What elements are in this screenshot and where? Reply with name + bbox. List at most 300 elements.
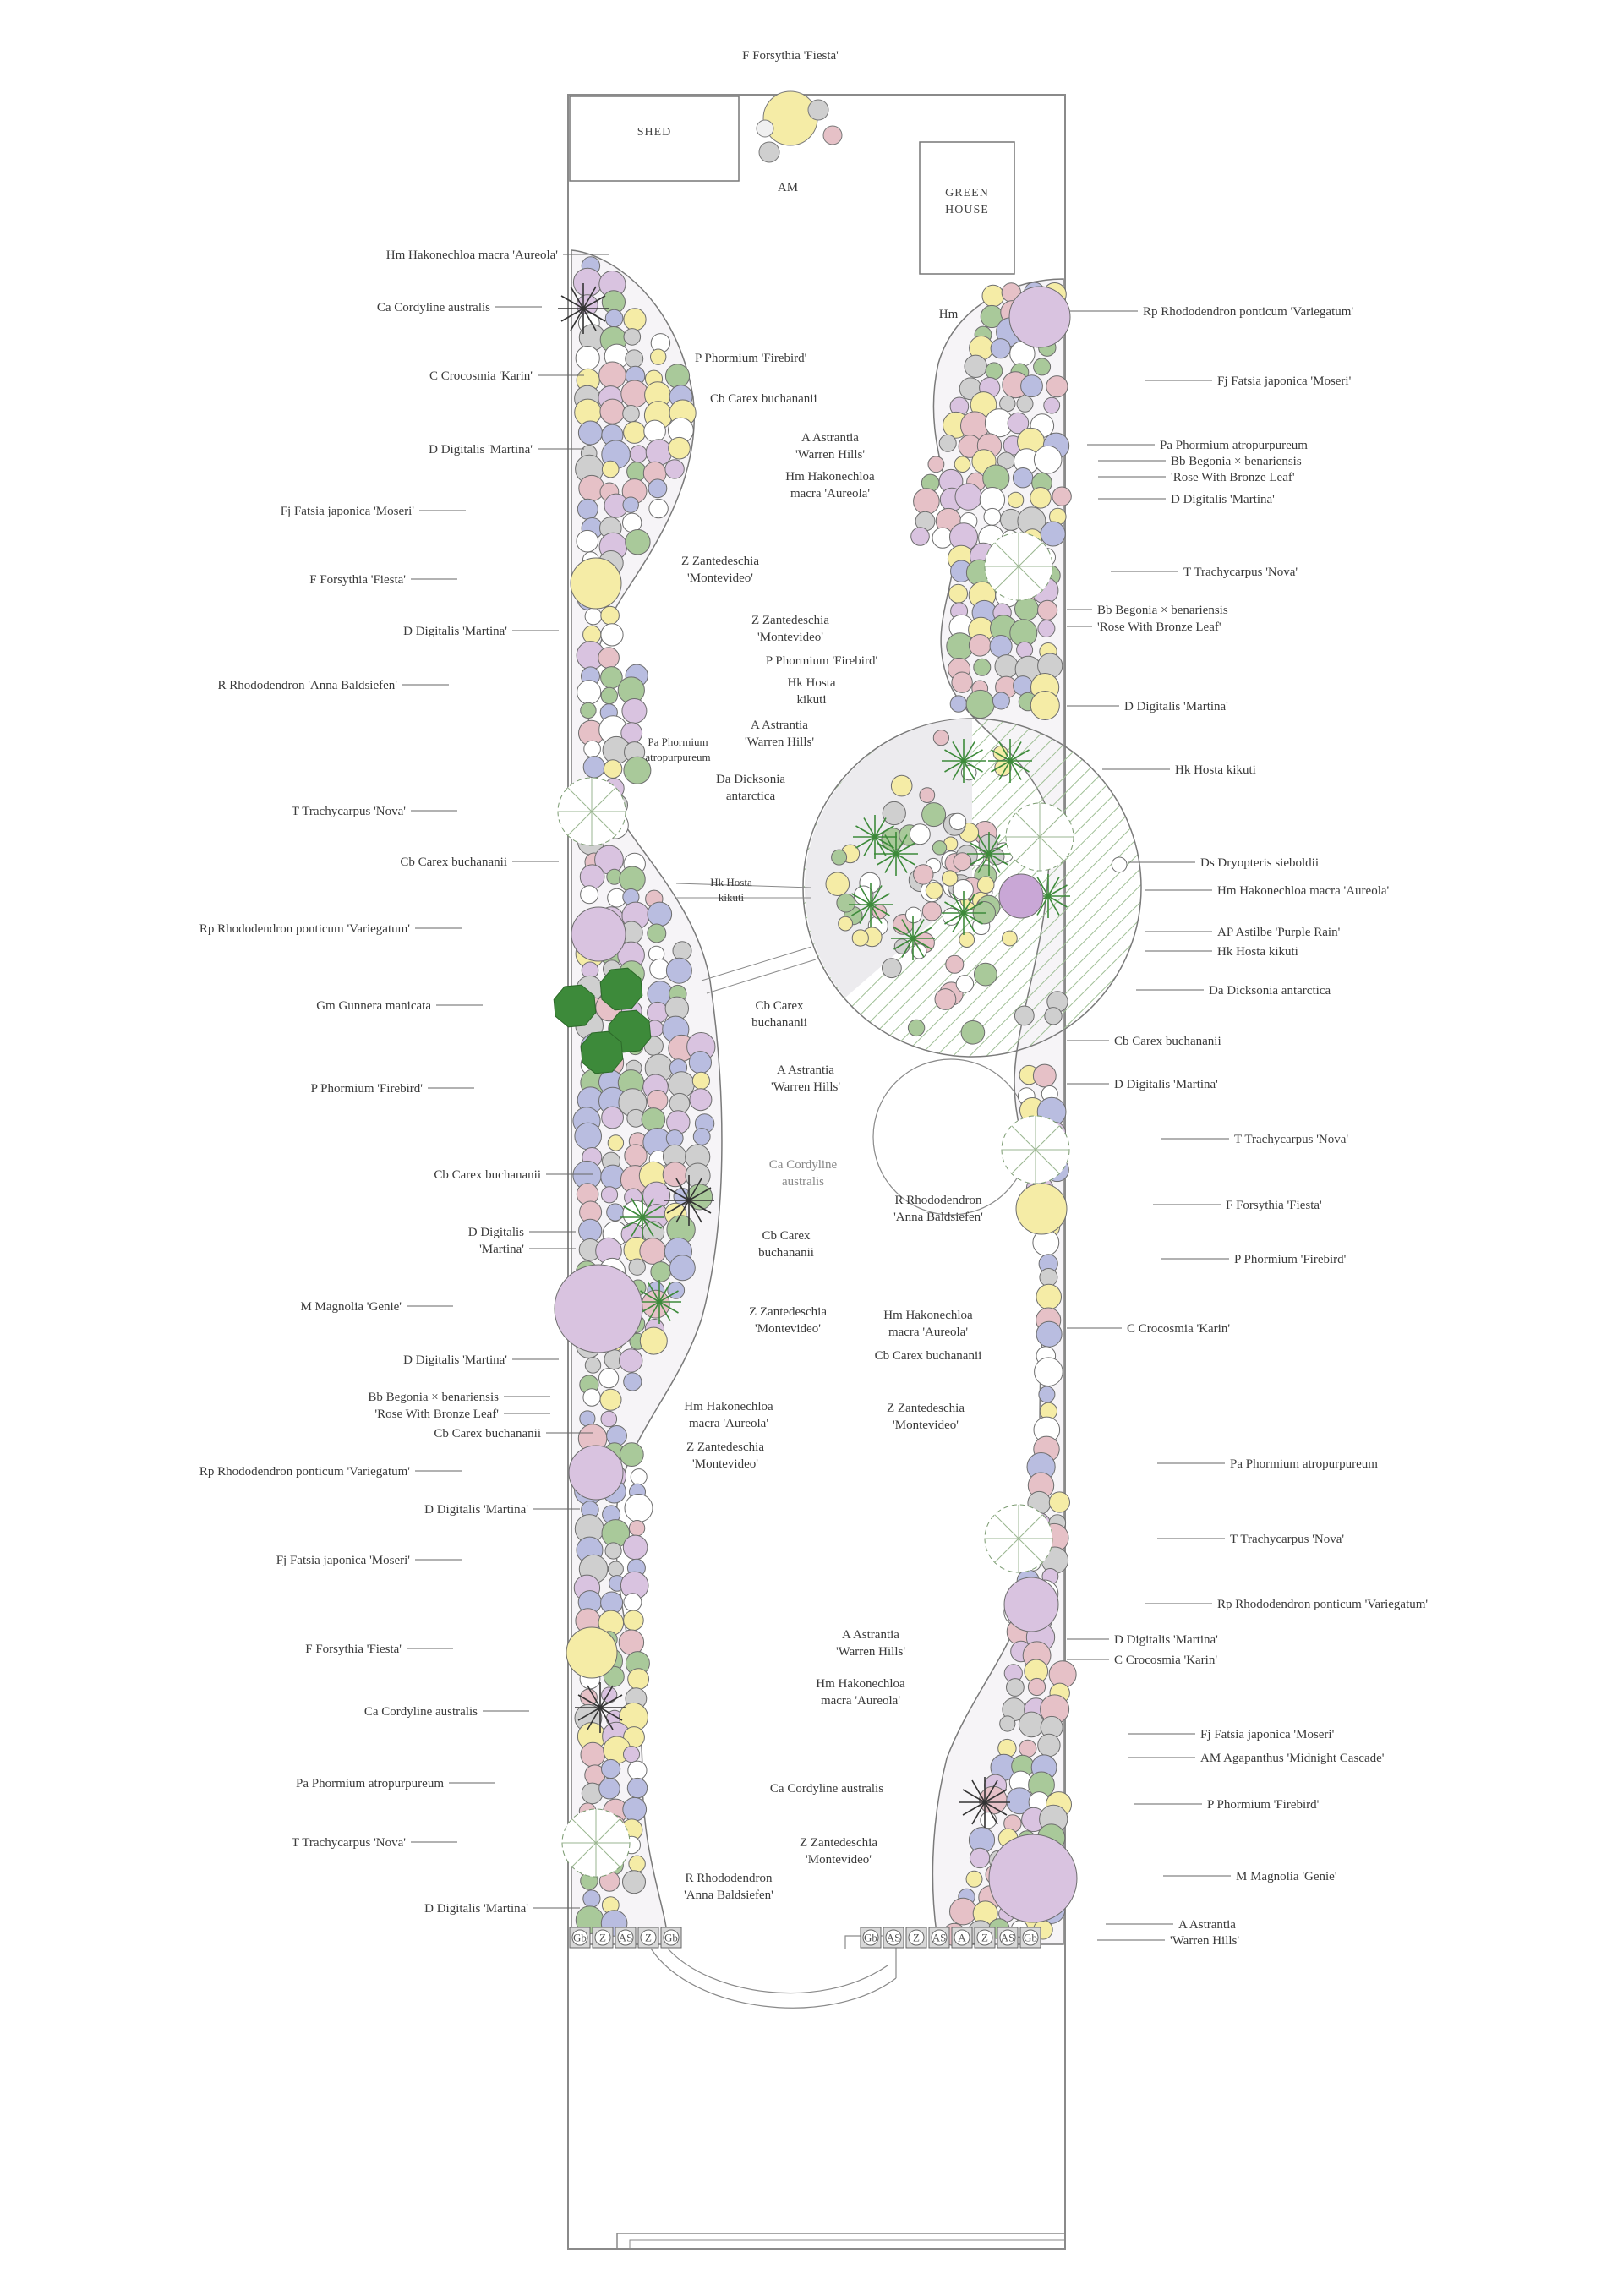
plant-circle [1036,1284,1062,1309]
forsythia-symbol [763,91,817,145]
plant-circle [666,958,691,983]
label-left-4: Fj Fatsia japonica 'Moseri' [280,505,414,518]
plant-circle [689,1052,711,1074]
plant-circle [640,1327,667,1354]
plant-circle [623,497,638,512]
label-left-17: Bb Begonia × benariensis [368,1391,499,1404]
plant-circle [601,606,620,625]
plant-circle [601,687,617,703]
label-right-24: Rp Rhododendron ponticum 'Variegatum' [1217,1598,1429,1611]
astrantia-symbol [757,120,773,137]
plant-circle [926,883,943,899]
plant-circle [922,902,941,921]
label-center-48: macra 'Aureola' [820,1694,901,1708]
label-left-11: Gm Gunnera manicata [316,999,431,1013]
plant-circle [826,872,850,896]
plant-circle [954,456,970,473]
magnolia-symbol [555,1265,642,1353]
plant-circle [852,930,868,946]
plant-circle [629,1521,644,1536]
plant-circle [583,1389,600,1406]
label-left-14b: 'Martina' [479,1243,524,1256]
label-right-23: T Trachycarpus 'Nova' [1230,1533,1345,1546]
plant-circle [649,499,668,517]
plant-circle [602,1759,620,1778]
label-center-50: Z Zantedeschia [799,1836,878,1850]
label-right-19: F Forsythia 'Fiesta' [1226,1199,1322,1212]
plant-circle [974,659,991,675]
label-center-20: Da Dicksonia [715,773,786,786]
plant-circle [644,420,666,442]
label-right-5: D Digitalis 'Martina' [1171,493,1275,506]
plant-circle [624,422,646,444]
plant-circle [1041,522,1065,546]
plant-circle [1038,600,1057,620]
shed [570,96,739,181]
plant-circle [837,894,855,912]
plant-circle [1017,642,1033,658]
plant-circle [666,1130,683,1147]
plant-circle [943,871,958,886]
plant-circle [624,329,641,346]
plant-circle [1038,1734,1060,1756]
label-left-17b: 'Rose With Bronze Leaf' [374,1408,499,1421]
plant-circle [621,380,648,407]
label-left-2: C Crocosmia 'Karin' [429,369,533,383]
plant-circle [692,1072,709,1089]
label-center-51: 'Montevideo' [806,1853,872,1867]
label-left-10: Rp Rhododendron ponticum 'Variegatum' [199,922,410,936]
plant-circle [583,626,601,643]
label-right-28: AM Agapanthus 'Midnight Cascade' [1200,1752,1385,1765]
plant-circle [1019,1712,1044,1737]
plant-circle [648,924,666,943]
label-right-16: Cb Carex buchananii [1114,1035,1221,1048]
forsythia-symbol [1016,1184,1067,1234]
label-left-7: R Rhododendron 'Anna Baldsiefen' [217,679,397,692]
plant-circle [625,1495,653,1522]
plant-circle [1034,358,1051,375]
label-center-21: antarctica [725,790,776,803]
label-center-47: Hm Hakonechloa [816,1677,905,1691]
plant-circle [626,530,650,555]
pot-code: Z [645,1931,652,1944]
label-left-6: D Digitalis 'Martina' [403,625,507,638]
plant-circle [627,462,647,482]
plant-circle [623,1871,646,1894]
plant-circle [648,1002,669,1023]
pot [975,1927,995,1948]
plant-circle [990,636,1012,658]
pot-code: Z [913,1931,920,1944]
plant-circle [620,1349,642,1372]
plant-circle [605,309,623,327]
plant-circle [1049,1492,1069,1512]
pot-code: AS [932,1931,947,1944]
plant-circle [624,1747,640,1763]
rhododendron-ponticum-symbol [1004,1577,1058,1632]
label-center-45: A Astrantia [842,1628,899,1642]
plant-circle [955,484,981,510]
left-labels [199,249,558,1916]
label-left-25: T Trachycarpus 'Nova' [291,1836,406,1850]
plant-circle [623,1535,648,1560]
plant-circle [598,648,620,669]
plant-circle [1035,1358,1063,1386]
label-left-9: Cb Carex buchananii [400,856,507,869]
plant-circle [1007,1679,1025,1697]
plant-circle [1030,692,1059,720]
label-right-3: Bb Begonia × benariensis [1171,455,1302,468]
label-left-15: M Magnolia 'Genie' [300,1300,402,1314]
plant-circle [1030,488,1052,509]
label-center-39: Hm Hakonechloa [684,1400,773,1413]
label-left-18: Cb Carex buchananii [434,1427,541,1440]
label-center-35: 'Montevideo' [755,1322,821,1336]
pot [929,1927,949,1948]
pot-code: Gb [573,1931,587,1944]
plant-circle [986,363,1003,380]
pot-code: Z [599,1931,606,1944]
label-right-2: Pa Phormium atropurpureum [1160,439,1308,452]
plant-circle [1045,1008,1062,1025]
plant-circle [622,699,647,724]
plant-circle [954,853,971,871]
rhododendron-ponticum-symbol [569,1446,623,1500]
plant-circle [624,1594,642,1611]
plant-circle [601,1411,617,1427]
label-left-23: Ca Cordyline australis [363,1705,478,1719]
label-center-33: buchananii [758,1246,814,1260]
label-right-15: Da Dicksonia antarctica [1209,984,1331,998]
label-right-6: T Trachycarpus 'Nova' [1183,566,1298,579]
magnolia-symbol [989,1834,1077,1922]
right-labels [1097,305,1428,1948]
agapanthus-symbol [759,142,779,162]
plant-circle [642,1108,665,1132]
plant-circle [922,803,946,827]
plant-circle [624,1373,642,1391]
label-left-20: D Digitalis 'Martina' [424,1503,528,1517]
plant-circle [981,1812,997,1829]
pot-code: Z [981,1931,988,1944]
plant-circle [573,268,602,297]
label-center-3: Cb Carex buchananii [710,392,817,406]
plant-circle [935,989,956,1010]
plant-circle [891,775,912,796]
plant-circle [690,1089,712,1111]
plant-circle [624,309,646,331]
plant-circle [629,1259,645,1275]
plant-circle [1021,375,1043,397]
plant-circle [991,339,1010,358]
plant-circle [966,1871,982,1887]
label-center-6: Hm Hakonechloa [785,470,875,484]
label-center-17: 'Warren Hills' [744,735,815,749]
plant-circle [1008,492,1023,507]
label-right-12: Hm Hakonechloa macra 'Aureola' [1217,884,1390,898]
plant-circle [665,364,689,388]
plant-circle [626,350,643,368]
label-center-11: Z Zantedeschia [751,614,830,627]
plant-circle [1017,396,1033,412]
plant-circle [608,1561,623,1577]
plant-circle [982,285,1004,307]
label-right-29: P Phormium 'Firebird' [1207,1798,1320,1812]
plant-circle [604,760,622,779]
patio-arc [668,1949,888,1993]
pot [883,1927,904,1948]
label-center-28: Ca Cordyline [768,1158,838,1172]
plant-circle [906,907,922,923]
forsythia-symbol [571,558,621,609]
plant-circle [625,1145,647,1167]
label-right-30: M Magnolia 'Genie' [1236,1870,1337,1883]
label-center-2: P Phormium 'Firebird' [695,352,807,365]
plant-circle [1036,1321,1062,1347]
plant-circle [956,976,973,992]
plant-circle [669,437,691,459]
label-center-49: Ca Cordyline australis [769,1782,884,1796]
label-center-4: A Astrantia [801,431,859,445]
pot [861,1927,881,1948]
label-center-36: Hm Hakonechloa [883,1309,973,1322]
plant-circle [1013,468,1032,488]
plant-circle [628,1761,647,1779]
plant-circle [1000,1716,1015,1731]
plant-circle [883,801,905,824]
label-center-38: Cb Carex buchananii [874,1349,982,1363]
plant-circle [959,932,975,948]
plant-circle [1019,1740,1036,1757]
boundary-step [617,2233,1065,2249]
label-center-23: kikuti [718,891,745,904]
plant-circle [599,1778,620,1799]
plant-circle [583,757,604,778]
plant-circle [1044,397,1060,413]
plant-circle [627,1778,647,1797]
plant-circle [952,672,972,692]
plant-circle [601,624,623,646]
label-right-8: 'Rose With Bronze Leaf' [1097,620,1221,634]
plant-circle [933,730,948,746]
label-left-12: P Phormium 'Firebird' [310,1082,423,1096]
label-right-4: 'Rose With Bronze Leaf' [1171,471,1295,484]
label-center-26: A Astrantia [777,1063,834,1077]
label-right-20: P Phormium 'Firebird' [1234,1253,1347,1266]
plant-circle [599,362,626,389]
plant-circle [629,1856,645,1872]
plant-circle [669,1255,695,1281]
stepping-path [702,947,816,993]
plant-circle [984,508,1001,525]
label-left-5: F Forsythia 'Fiesta' [309,573,406,587]
plant-circle [908,1020,924,1036]
pot [593,1927,613,1948]
plant-circle [648,902,672,927]
label-center-14: Hk Hosta [787,676,836,690]
gunnera-symbol [600,968,642,1010]
gunnera-symbol [581,1031,623,1074]
plant-circle [970,1848,989,1867]
label-right-32: 'Warren Hills' [1170,1934,1240,1948]
plant-circle [1033,1064,1056,1087]
plant-circle [975,963,997,986]
plant-circle [640,1238,666,1265]
plant-circle [601,1187,617,1203]
label-left-24: Pa Phormium atropurpureum [296,1777,444,1790]
plant-circle [651,1262,671,1282]
rhododendron-ponticum-symbol [571,907,626,961]
plant-circle [912,944,926,959]
label-center-5: 'Warren Hills' [795,448,866,462]
plant-circle [992,692,1009,709]
plant-circle [1046,376,1068,397]
label-center-0: F Forsythia 'Fiesta' [742,49,839,63]
plant-circle [651,349,666,364]
plant-circle [1028,1678,1045,1695]
plant-circle [1040,1269,1057,1287]
plant-circle [600,1389,621,1410]
plant-circle [576,347,599,370]
plant-circle [939,435,956,451]
label-left-16: D Digitalis 'Martina' [403,1353,507,1367]
plant-circle [950,1898,977,1925]
shed-label: SHED [637,126,672,139]
label-left-13: Cb Carex buchananii [434,1168,541,1182]
plant-circle [599,1369,619,1388]
pot [997,1927,1018,1948]
label-center-27: 'Warren Hills' [770,1080,841,1094]
pot-code: Gb [664,1931,678,1944]
plant-circle [575,1123,602,1150]
plant-circle [832,850,847,865]
label-left-19: Rp Rhododendron ponticum 'Variegatum' [199,1465,410,1479]
plant-circle [577,499,598,519]
forsythia-symbol [566,1627,617,1678]
label-center-37: macra 'Aureola' [888,1326,969,1339]
plant-circle [578,421,602,445]
label-left-21: Fj Fatsia japonica 'Moseri' [276,1554,410,1567]
plant-circle [914,865,933,884]
plant-circle [1003,931,1018,946]
label-center-44: 'Montevideo' [893,1419,959,1432]
plant-circle [966,690,994,718]
label-center-29: australis [782,1175,824,1189]
plant-circle [630,446,647,462]
label-left-3: D Digitalis 'Martina' [429,443,533,456]
label-left-14: D Digitalis [467,1226,524,1239]
label-right-13: AP Astilbe 'Purple Rain' [1217,926,1341,939]
label-center-46: 'Warren Hills' [835,1645,906,1659]
plant-circle [995,655,1018,678]
label-right-17: D Digitalis 'Martina' [1114,1078,1218,1091]
plant-circle [1014,1006,1034,1025]
plant-circle [946,955,964,973]
plant-circle [624,1610,644,1631]
plant-circle [581,702,596,718]
label-center-22: Hk Hosta [710,876,752,888]
label-center-18: Pa Phormium [648,735,708,748]
plant-circle [1034,446,1062,473]
pot [906,1927,926,1948]
plant-circle [950,696,966,712]
pot-code: AS [1000,1931,1015,1944]
label-right-31: A Astrantia [1178,1918,1236,1932]
label-center-30: R Rhododendron [894,1194,982,1207]
plant-circle [581,886,598,904]
label-center-7: macra 'Aureola' [790,487,871,500]
label-right-18: T Trachycarpus 'Nova' [1234,1133,1349,1146]
plant-circle [623,406,640,423]
plant-circle [581,1742,605,1767]
label-center-42: 'Montevideo' [692,1457,758,1471]
plant-circle [949,813,965,829]
label-center-53: 'Anna Baldsiefen' [684,1889,773,1902]
label-left-22: F Forsythia 'Fiesta' [305,1643,402,1656]
label-center-16: A Astrantia [751,719,808,732]
plant-circle [585,608,602,625]
plant-circle [914,489,940,515]
label-center-43: Z Zantedeschia [886,1402,965,1415]
plant-circle [620,1443,643,1467]
label-center-19: atropurpureum [645,751,711,763]
boundary-step [630,2240,1065,2249]
plant-circle [577,530,598,552]
pot-code: Gb [864,1931,877,1944]
label-right-26: C Crocosmia 'Karin' [1114,1654,1218,1667]
plant-circle [584,741,601,757]
plant-circle [648,1091,668,1111]
pot-code: Gb [1024,1931,1037,1944]
label-center-9: Z Zantedeschia [680,555,760,568]
label-center-32: Cb Carex [762,1229,811,1243]
plant-circle [583,1890,600,1907]
plant-circle [961,1021,985,1045]
label-right-7: Bb Begonia × benariensis [1097,604,1228,617]
label-center-15: kikuti [796,693,827,707]
plant-circle [1038,620,1055,637]
plant-circle [977,877,994,894]
label-left-26: D Digitalis 'Martina' [424,1902,528,1916]
pot [570,1927,590,1948]
label-right-27: Fj Fatsia japonica 'Moseri' [1200,1728,1335,1741]
plant-circle [628,1669,649,1690]
pot [952,1927,972,1948]
label-right-22: Pa Phormium atropurpureum [1230,1457,1378,1471]
label-right-0: Rp Rhododendron ponticum 'Variegatum' [1143,305,1354,319]
pot-code: AS [886,1931,901,1944]
rhododendron-ponticum-symbol [1009,287,1070,347]
plant-circle [663,1162,687,1187]
plant-circle [665,460,684,478]
plant-circle [605,1543,621,1559]
label-center-34: Z Zantedeschia [748,1305,828,1319]
plant-circle [693,1129,710,1145]
label-center-41: Z Zantedeschia [686,1440,765,1454]
plant-circle [910,824,930,845]
plant-circle [577,681,601,704]
plant-circle [932,841,946,855]
label-center-40: macra 'Aureola' [688,1417,769,1430]
plant-circle [619,1630,643,1654]
plant-circle [585,1358,600,1373]
plant-circle [969,635,991,657]
label-right-21: C Crocosmia 'Karin' [1127,1322,1231,1336]
plant-circle [949,584,968,603]
label-center-52: R Rhododendron [685,1872,773,1885]
plant-circle [631,1469,647,1485]
